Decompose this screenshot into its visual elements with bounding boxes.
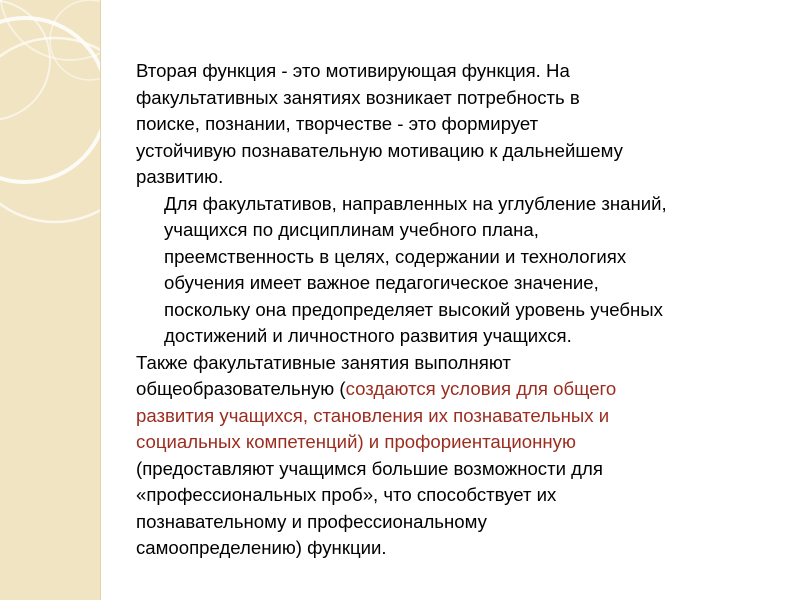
text-line: поскольку она предопределяет высокий уровень учебных bbox=[164, 298, 663, 320]
highlighted-text-line: развития учащихся, становления их познавательных и bbox=[136, 404, 610, 426]
highlighted-text: профориентационную bbox=[384, 431, 576, 452]
text-line: достижений и личностного развития учащихся. bbox=[164, 325, 572, 346]
text-line: (предоставляют учащимся большие возможности для bbox=[136, 457, 603, 479]
side-decoration-band bbox=[0, 0, 100, 600]
text-segment: общеобразовательную ( bbox=[136, 378, 346, 399]
text-line: Для факультативов, направленных на углубление знаний, bbox=[164, 192, 667, 214]
paragraph-motivating-function bbox=[136, 58, 776, 191]
text-line: устойчивую познавательную мотивацию к дальнейшему bbox=[136, 139, 623, 161]
text-line: Вторая функция - это мотивирующая функция. На bbox=[136, 60, 570, 81]
text-line: Также факультативные занятия выполняют bbox=[136, 351, 511, 373]
decorative-rings-icon bbox=[0, 0, 100, 600]
text-line: развитию. bbox=[136, 166, 224, 187]
text-line: самоопределению) функции. bbox=[136, 537, 387, 558]
text-line: «профессиональных проб», что способствует их bbox=[136, 484, 557, 505]
text-line: поиске, познании, творчестве - это формирует bbox=[136, 113, 539, 134]
paragraph-general-education bbox=[136, 350, 776, 562]
text-line: познавательному и профессиональному bbox=[136, 510, 487, 532]
text-line: преемственность в целях, содержании и технологиях bbox=[164, 245, 627, 267]
paragraph-continuity bbox=[136, 191, 776, 350]
text-line bbox=[136, 376, 776, 403]
text-line: обучения имеет важное педагогическое значение, bbox=[164, 272, 599, 293]
highlighted-text: социальных компетенций) и bbox=[136, 431, 385, 452]
highlighted-text: создаются условия для общего bbox=[345, 378, 617, 399]
text-line: факультативных занятиях возникает потребность в bbox=[136, 86, 580, 108]
slide-text-body bbox=[136, 58, 776, 562]
text-line bbox=[136, 429, 776, 456]
text-line: учащихся по дисциплинам учебного плана, bbox=[164, 219, 539, 240]
side-band-edge bbox=[100, 0, 101, 600]
